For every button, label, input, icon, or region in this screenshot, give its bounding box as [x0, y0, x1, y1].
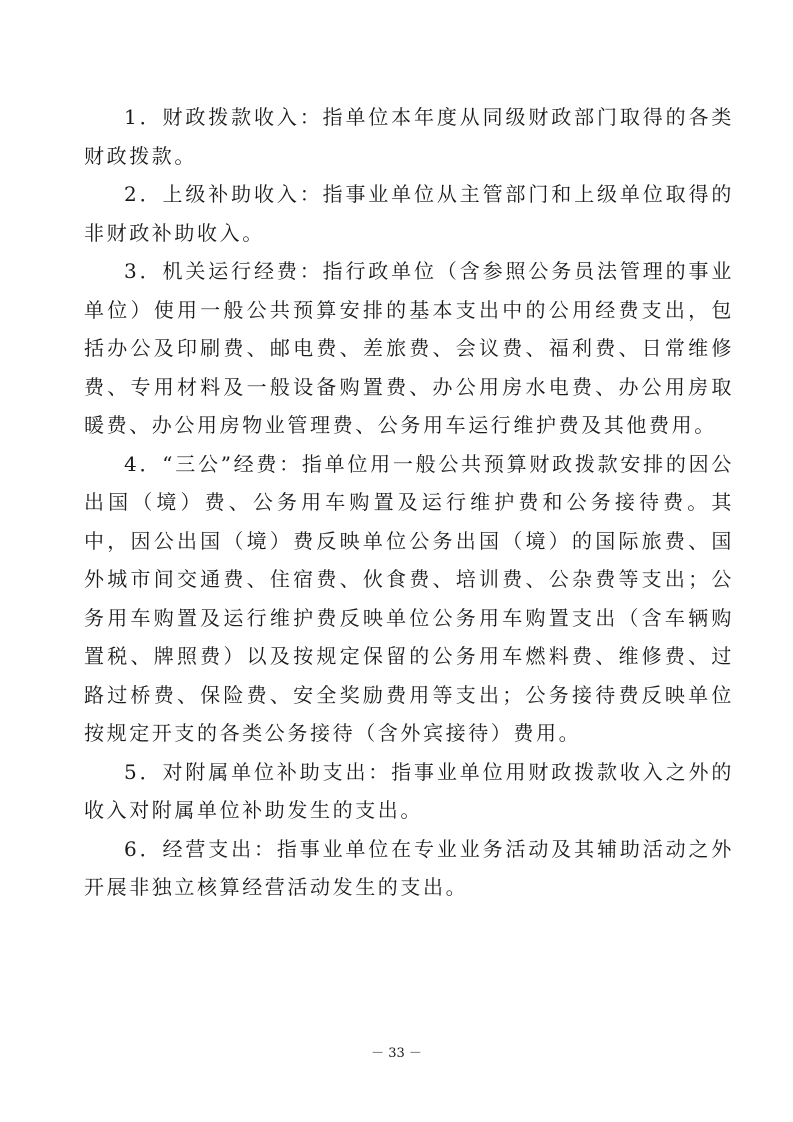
paragraph-operating-expenditure: 6．经营支出：指事业单位在专业业务活动及其辅助活动之外开展非独立核算经营活动发生的支出。: [84, 836, 734, 899]
paragraph-agency-operating-expenses: 3．机关运行经费：指行政单位（含参照公务员法管理的事业单位）使用一般公共预算安排的基本支出中的公用经费支出，包括办公及印刷费、邮电费、差旅费、会议费、福利费、日常维修费、专用材料及一般设备购置费、办公用房水电费、办公用房取暖费、办公用房物业管理费、公务用车运行维护费及其他费用。: [84, 259, 734, 437]
paragraph-financial-appropriation-income: 1．财政拨款收入：指单位本年度从同级财政部门取得的各类财政拨款。: [84, 105, 734, 168]
page-number: － 33 －: [371, 1046, 422, 1061]
paragraph-superior-subsidy-income: 2．上级补助收入：指事业单位从主管部门和上级单位取得的非财政补助收入。: [84, 182, 734, 245]
paragraph-subsidy-to-affiliated-units: 5．对附属单位补助支出：指事业单位用财政拨款收入之外的收入对附属单位补助发生的支出。: [84, 759, 734, 822]
paragraph-three-public-expenses: 4．“三公”经费：指单位用一般公共预算财政拨款安排的因公出国（境）费、公务用车购置及运行维护费和公务接待费。其中，因公出国（境）费反映单位公务出国（境）的国际旅费、国外城市间交通费、住宿费、伙食费、培训费、公杂费等支出；公务用车购置及运行维护费反映单位公务用车购置支出（含车辆购置税、牌照费）以及按规定保留的公务用车燃料费、维修费、过路过桥费、保险费、安全奖励费用等支出；公务接待费反映单位按规定开支的各类公务接待（含外宾接待）费用。: [84, 451, 734, 745]
document-body: [84, 98, 734, 907]
